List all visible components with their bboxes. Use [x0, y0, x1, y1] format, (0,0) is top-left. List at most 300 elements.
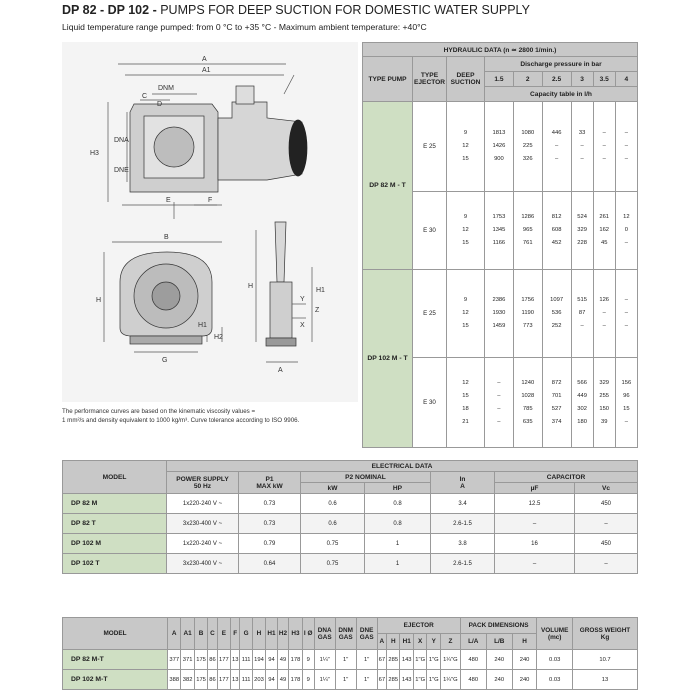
capacity-value: 39 [600, 418, 608, 425]
capacity-cell [485, 192, 514, 270]
ejector-type-cell: E 25 [413, 270, 447, 358]
dims-ejector-cell: 143 [400, 670, 413, 690]
dims-value-cell: 94 [266, 650, 278, 670]
ambient-temperature: Maximum ambient temperature: +40°C [278, 22, 427, 32]
ejector-base [266, 338, 296, 346]
elec-model-cell: DP 102 M [63, 534, 167, 554]
capacity-cell [542, 358, 571, 448]
capacity-value: 87 [578, 310, 586, 316]
dimensions-table [62, 617, 638, 690]
capacity-value: 162 [599, 227, 610, 233]
dims-hdr-col: E [217, 618, 230, 650]
depth-value: 9 [463, 214, 468, 220]
pressure-col: 1.5 [485, 72, 514, 87]
ejector-type-cell: E 30 [413, 358, 447, 448]
dims-value-cell: 9 [302, 670, 314, 690]
elec-hdr-capacitor: CAPACITOR [495, 472, 638, 483]
capacity-value: – [624, 156, 628, 162]
label-h2: H2 [214, 334, 223, 341]
capacity-value: 900 [494, 156, 504, 162]
capacity-value: – [602, 143, 606, 149]
elec-supply-cell: 3x230-400 V ~ [167, 514, 239, 534]
capacity-value: 524 [577, 214, 587, 220]
hydraulic-row [363, 270, 638, 358]
dims-value-cell: 382 [181, 670, 194, 690]
capacity-value: 449 [577, 392, 587, 399]
dims-hdr-pack-col: H [512, 634, 537, 650]
label-b: B [164, 234, 169, 241]
label-y: Y [300, 296, 305, 303]
depth-value: 15 [462, 240, 469, 246]
dims-value-cell: 178 [289, 650, 302, 670]
pressure-col: 2 [513, 72, 542, 87]
capacity-value: 374 [551, 418, 562, 425]
capacity-cell [542, 102, 571, 192]
elec-hp-cell: 0.8 [365, 514, 431, 534]
elec-vc-cell: – [575, 554, 638, 574]
elec-vc-cell: 450 [575, 534, 638, 554]
dims-weight-cell: 10.7 [573, 650, 638, 670]
capacity-value: 228 [577, 240, 587, 246]
capacity-cell [593, 192, 615, 270]
dims-pack-cell: 480 [460, 670, 486, 690]
capacity-value: 126 [599, 297, 610, 303]
capacity-value: – [497, 392, 501, 399]
hydraulic-row [363, 102, 638, 192]
dims-hdr-ej-col: X [413, 634, 427, 650]
capacity-value: 635 [522, 418, 533, 425]
dims-hdr-col: B [194, 618, 207, 650]
capacity-value: – [602, 323, 606, 329]
capacity-value: 12 [623, 214, 630, 220]
elec-hdr-model: MODEL [63, 461, 167, 494]
elec-kw-cell: 0.75 [301, 554, 365, 574]
capacity-cell [513, 358, 542, 448]
dims-hdr-volume [537, 618, 573, 650]
capacity-value: 566 [577, 379, 587, 386]
depth-value: 15 [462, 323, 469, 329]
electrical-row [63, 554, 638, 574]
label-h: H [96, 297, 102, 304]
dims-value-cell: 13 [231, 650, 240, 670]
elec-hdr-p1-sub: MAX kW [256, 482, 283, 490]
hydraulic-body [363, 102, 638, 448]
dims-value-cell: 13 [231, 670, 240, 690]
elec-vc-cell: – [575, 514, 638, 534]
depth-value: 21 [462, 418, 469, 425]
dims-header-row-1 [63, 618, 638, 634]
depth-value: 12 [462, 310, 469, 316]
note-line-2: 1 mm²/s and density equivalent to 1000 kg/m³. Curve tolerance according to ISO 9906. [62, 416, 300, 424]
ejector-pipe [275, 222, 286, 282]
elec-supply-cell: 1x220-240 V ~ [167, 494, 239, 514]
dims-value-cell: 111 [240, 650, 252, 670]
capacity-value: – [602, 310, 606, 316]
capacity-value: 180 [577, 418, 587, 425]
front-base [130, 336, 202, 344]
label-z: Z [315, 307, 320, 314]
dims-ejector-cell: 67 [377, 670, 386, 690]
dims-dnm-cell: 1" [335, 670, 356, 690]
elec-uf-cell: 12.5 [495, 494, 575, 514]
elec-uf-cell: – [495, 554, 575, 574]
dims-ejector-cell: 1¼"G [441, 650, 461, 670]
elec-hdr-power-sub: 50 Hz [193, 482, 212, 490]
capacity-value: 1190 [521, 310, 534, 316]
capacity-value: 33 [578, 130, 586, 136]
elec-model-cell: DP 102 T [63, 554, 167, 574]
label-h-ejector: H [248, 283, 254, 290]
elec-supply-cell: 3x230-400 V ~ [167, 554, 239, 574]
pressure-col: 2.5 [542, 72, 571, 87]
dims-model-cell: DP 82 M-T [63, 650, 168, 670]
capacity-value: 150 [599, 405, 610, 412]
capacity-value: 302 [577, 405, 587, 412]
dims-hdr-col: C [208, 618, 217, 650]
electrical-row [63, 494, 638, 514]
capacity-value: – [624, 240, 628, 246]
elec-hdr-in-sub: A [460, 482, 465, 490]
dims-model-cell: DP 102 M-T [63, 670, 168, 690]
capacity-value: 225 [522, 143, 533, 149]
dimensions-row [63, 650, 638, 670]
capacity-value: 255 [599, 392, 610, 399]
pressure-col: 4 [615, 72, 637, 87]
dims-hdr-weight [573, 618, 638, 650]
label-dnm: DNM [158, 85, 174, 92]
dims-ejector-cell: 67 [377, 650, 386, 670]
capacity-value: 1097 [550, 297, 564, 303]
depth-value: 12 [462, 379, 469, 386]
dimensions-body [63, 650, 638, 690]
dims-value-cell: 94 [266, 670, 278, 690]
dims-hdr-dne: DNE GAS [356, 618, 377, 650]
capacity-value: 1286 [521, 214, 535, 220]
capacity-value: 773 [522, 323, 533, 329]
dims-dne-cell: 1" [356, 650, 377, 670]
capacity-value: – [602, 130, 606, 136]
capacity-value: – [580, 143, 584, 149]
pressure-col: 3 [571, 72, 593, 87]
capacity-value: – [624, 130, 628, 136]
dims-value-cell: 178 [289, 670, 302, 690]
capacity-value: 812 [551, 214, 562, 220]
elec-title: ELECTRICAL DATA [167, 461, 638, 472]
elec-model-cell: DP 82 M [63, 494, 167, 514]
capacity-value: 15 [623, 405, 630, 412]
ejector-type-cell: E 30 [413, 192, 447, 270]
dims-dne-cell: 1" [356, 670, 377, 690]
page-title [62, 3, 530, 17]
elec-hdr-p1-label: P1 [265, 475, 274, 483]
dims-value-cell: 177 [217, 670, 230, 690]
dims-weight-cell: 13 [573, 670, 638, 690]
depth-value: 15 [462, 156, 469, 162]
capacity-value: – [624, 143, 628, 149]
capacity-value: 446 [551, 130, 562, 136]
dims-hdr-col: I Ø [302, 618, 314, 650]
capacity-cell [542, 270, 571, 358]
dims-hdr-col: A [168, 618, 181, 650]
dims-hdr-col: H [252, 618, 265, 650]
dims-value-cell: 111 [240, 670, 252, 690]
elec-model-cell: DP 82 T [63, 514, 167, 534]
elec-hdr-hp: HP [365, 483, 431, 494]
dims-ejector-cell: 1"G [413, 650, 427, 670]
depth-value: 18 [462, 405, 469, 412]
page-subtitle [62, 22, 427, 32]
temperature-range: Liquid temperature range pumped: from 0 °C to +35 °C - [62, 22, 279, 32]
capacity-cell [513, 270, 542, 358]
dims-value-cell: 175 [194, 670, 207, 690]
dims-hdr-ej-col: H [387, 634, 400, 650]
dims-ejector-cell: 1"G [413, 670, 427, 690]
dims-hdr-ej-col: H1 [400, 634, 413, 650]
label-x: X [300, 322, 305, 329]
label-a-ejector: A [278, 367, 283, 374]
capacity-value: 261 [599, 214, 610, 220]
motor-fan-cover [289, 120, 307, 176]
dims-dna-cell: 1¼" [314, 670, 335, 690]
deep-suction-cell [447, 102, 485, 192]
ejector-type-cell: E 25 [413, 102, 447, 192]
label-d: D [157, 101, 163, 108]
capacity-value: 45 [600, 240, 608, 246]
capacity-value: 1753 [492, 214, 506, 220]
capacity-value: – [554, 143, 559, 149]
capacity-value: 1756 [521, 297, 535, 303]
capacity-value: 2386 [492, 297, 506, 303]
elec-p1-cell: 0.64 [239, 554, 301, 574]
label-dne: DNE [114, 167, 129, 174]
leader-line [284, 75, 294, 94]
dims-value-cell: 175 [194, 650, 207, 670]
label-h1-ejector: H1 [316, 287, 325, 294]
capacity-cell [615, 358, 637, 448]
dims-value-cell: 49 [277, 650, 289, 670]
dims-hdr-model: MODEL [63, 618, 168, 650]
capacity-value: 252 [551, 323, 562, 329]
capacity-value: – [624, 418, 628, 425]
dims-value-cell: 9 [302, 650, 314, 670]
elec-hdr-kw: kW [301, 483, 365, 494]
capacity-cell [593, 102, 615, 192]
capacity-value: 1813 [492, 130, 506, 136]
dims-hdr-pack-col: L/B [486, 634, 512, 650]
elec-hdr-in-label: In [459, 475, 466, 483]
dims-hdr-ej-col: Y [427, 634, 441, 650]
capacity-cell [615, 102, 637, 192]
electrical-row [63, 514, 638, 534]
capacity-value: 96 [623, 392, 630, 399]
dims-hdr-dna: DNA GAS [314, 618, 335, 650]
capacity-cell [485, 358, 514, 448]
capacity-value: – [624, 310, 628, 316]
capacity-cell [513, 192, 542, 270]
capacity-value: 785 [522, 405, 533, 412]
dims-hdr-volume-sub: (mc) [547, 633, 562, 641]
label-h3: H3 [90, 150, 99, 157]
capacity-value: 965 [522, 227, 533, 233]
depth-value: 12 [462, 143, 469, 149]
depth-value: 9 [463, 297, 468, 303]
elec-in-cell: 3.8 [431, 534, 495, 554]
elec-p1-cell: 0.73 [239, 494, 301, 514]
elec-hp-cell: 0.8 [365, 494, 431, 514]
ejector-body [270, 282, 292, 338]
capacity-value: – [554, 156, 559, 162]
dims-dna-cell: 1¼" [314, 650, 335, 670]
pump-type-cell: DP 82 M - T [363, 102, 413, 270]
dims-pack-cell: 240 [486, 670, 512, 690]
capacity-value: 1426 [492, 143, 506, 149]
elec-hdr-p1 [239, 472, 301, 494]
capacity-value: – [580, 156, 584, 162]
elec-hdr-uf: µF [495, 483, 575, 494]
capacity-value: 536 [551, 310, 562, 316]
dims-hdr-col: F [231, 618, 240, 650]
capacity-cell [485, 102, 514, 192]
hydraulic-data-table [362, 42, 638, 448]
capacity-value: 527 [551, 405, 562, 412]
dims-ejector-cell: 143 [400, 650, 413, 670]
dims-hdr-col: H1 [266, 618, 278, 650]
elec-in-cell: 2.6-1.5 [431, 514, 495, 534]
elec-hdr-power-label: POWER SUPPLY [176, 475, 229, 483]
capacity-value: 156 [621, 379, 632, 386]
dims-value-cell: 49 [277, 670, 289, 690]
capacity-value: 608 [551, 227, 562, 233]
dims-value-cell: 203 [252, 670, 265, 690]
hdr-type-pump: TYPE PUMP [363, 57, 413, 102]
electrical-row [63, 534, 638, 554]
dims-hdr-ejector: EJECTOR [377, 618, 460, 634]
elec-hdr-power [167, 472, 239, 494]
elec-hdr-p2: P2 NOMINAL [301, 472, 431, 483]
capacity-value: – [497, 379, 501, 386]
elec-supply-cell: 1x220-240 V ~ [167, 534, 239, 554]
hdr-capacity: Capacity table in l/h [485, 87, 638, 102]
capacity-value: – [624, 297, 628, 303]
dims-hdr-col: H2 [277, 618, 289, 650]
hydraulic-title: HYDRAULIC DATA (n ≃ 2800 1/min.) [363, 43, 638, 57]
label-f: F [208, 197, 213, 204]
deep-suction-cell [447, 192, 485, 270]
dims-pack-cell: 240 [486, 650, 512, 670]
dims-pack-cell: 240 [512, 670, 537, 690]
dims-hdr-ej-col: Z [441, 634, 461, 650]
elec-kw-cell: 0.6 [301, 514, 365, 534]
capacity-value: – [497, 418, 501, 425]
dims-hdr-pack-col: L/A [460, 634, 486, 650]
note-line-1: The performance curves are based on the kinematic viscosity values = [62, 408, 256, 415]
capacity-value: 761 [522, 240, 533, 246]
capacity-value: 701 [551, 392, 562, 399]
dims-hdr-pack: PACK DIMENSIONS [460, 618, 537, 634]
title-description: PUMPS FOR DEEP SUCTION FOR DOMESTIC WATER SUPPLY [156, 3, 530, 17]
dimensions-row [63, 670, 638, 690]
title-model: DP 82 - DP 102 - [62, 3, 157, 17]
capacity-value: – [580, 323, 584, 329]
capacity-cell [513, 102, 542, 192]
label-a1: A1 [202, 67, 211, 74]
dims-hdr-weight-label: GROSS WEIGHT [579, 626, 631, 634]
deep-suction-cell [447, 358, 485, 448]
dims-volume-cell: 0.03 [537, 650, 573, 670]
capacity-cell [571, 270, 593, 358]
dims-ejector-cell: 285 [387, 670, 400, 690]
dims-value-cell: 377 [168, 650, 181, 670]
hdr-deep-suction: DEEP SUCTION [447, 57, 485, 102]
capacity-value: 1166 [492, 240, 506, 246]
priming-plug [236, 86, 254, 104]
label-a: A [202, 56, 207, 63]
label-g: G [162, 357, 168, 364]
elec-vc-cell: 450 [575, 494, 638, 514]
elec-kw-cell: 0.75 [301, 534, 365, 554]
elec-uf-cell: 16 [495, 534, 575, 554]
capacity-value: – [624, 323, 628, 329]
dims-hdr-col: G [240, 618, 252, 650]
hdr-type-ejector: TYPE EJECTOR [413, 57, 447, 102]
capacity-value: – [602, 156, 606, 162]
dims-hdr-weight-sub: Kg [600, 633, 610, 641]
label-h1: H1 [198, 322, 207, 329]
dims-ejector-cell: 1"G [427, 670, 441, 690]
dims-value-cell: 371 [181, 650, 194, 670]
capacity-cell [542, 192, 571, 270]
capacity-value: 329 [577, 227, 587, 233]
dims-ejector-cell: 285 [387, 650, 400, 670]
capacity-cell [615, 192, 637, 270]
depth-value: 9 [463, 130, 468, 136]
dims-value-cell: 177 [217, 650, 230, 670]
pressure-col: 3.5 [593, 72, 615, 87]
pump-drawing-svg [62, 42, 358, 402]
dims-ejector-cell: 1¼"G [441, 670, 461, 690]
capacity-value: 1240 [521, 379, 535, 386]
depth-value: 15 [462, 392, 469, 399]
dims-pack-cell: 240 [512, 650, 537, 670]
elec-in-cell: 3.4 [431, 494, 495, 514]
dims-hdr-col: H3 [289, 618, 302, 650]
dims-value-cell: 388 [168, 670, 181, 690]
dims-dnm-cell: 1" [335, 650, 356, 670]
label-dna: DNA [114, 137, 129, 144]
depth-value: 12 [462, 227, 469, 233]
dims-hdr-col: A1 [181, 618, 194, 650]
capacity-value: 872 [551, 379, 562, 386]
capacity-value: 515 [577, 297, 587, 303]
capacity-cell [593, 358, 615, 448]
capacity-value: 452 [551, 240, 562, 246]
electrical-body [63, 494, 638, 574]
elec-uf-cell: – [495, 514, 575, 534]
front-hub [152, 282, 180, 310]
elec-hp-cell: 1 [365, 554, 431, 574]
label-e: E [166, 197, 171, 204]
capacity-value: 0 [624, 227, 628, 233]
capacity-value: 1459 [492, 323, 506, 329]
impeller-housing [154, 127, 194, 167]
dims-ejector-cell: 1"G [427, 650, 441, 670]
capacity-value: 1028 [521, 392, 535, 399]
elec-p1-cell: 0.73 [239, 514, 301, 534]
capacity-value: 326 [522, 156, 533, 162]
deep-suction-cell [447, 270, 485, 358]
capacity-value: 329 [599, 379, 610, 386]
dims-hdr-ej-col: A [377, 634, 386, 650]
